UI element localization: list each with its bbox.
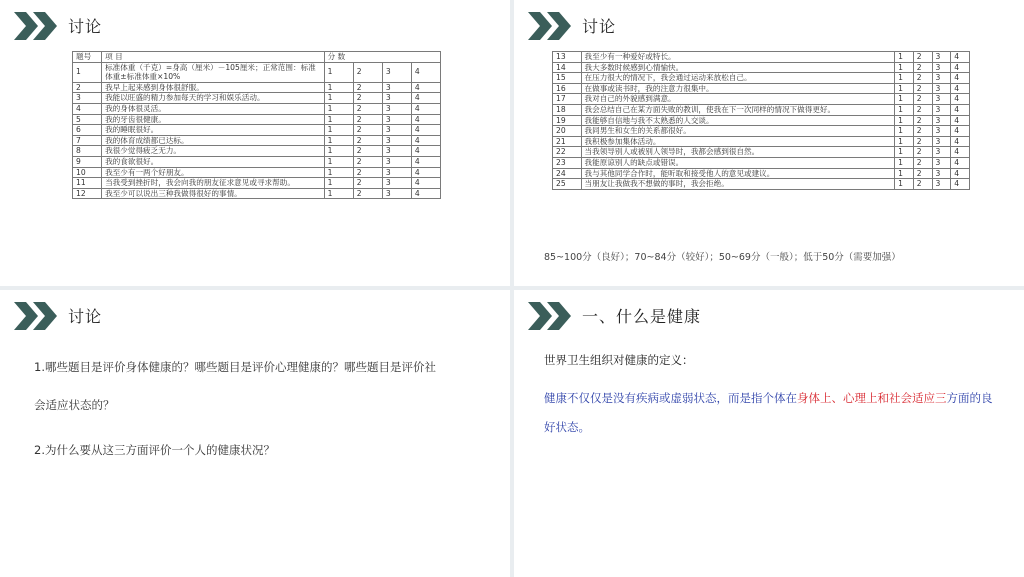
question-1-line-1: 1.哪些题目是评价身体健康的？哪些题目是评价心理健康的？哪些题目是评价社 [34, 360, 436, 374]
question-number: 6 [73, 125, 102, 136]
question-item: 标准体重（千克）=身高（厘米）－105厘米；正常范围：标准体重±标准体重×10% [102, 62, 325, 82]
score-option: 2 [913, 94, 932, 105]
score-option: 4 [951, 147, 970, 158]
score-option: 4 [411, 93, 440, 104]
question-number: 1 [73, 62, 102, 82]
score-option: 2 [913, 168, 932, 179]
score-option: 1 [895, 73, 914, 84]
question-number: 23 [553, 157, 582, 168]
question-item: 我的身体很灵活。 [102, 103, 325, 114]
score-option: 3 [932, 136, 951, 147]
score-option: 2 [353, 82, 382, 93]
table-header-cell: 题号 [73, 52, 102, 63]
question-item: 当我领导别人或被别人领导时，我都会感到很自然。 [581, 147, 895, 158]
question-item: 我早上起来感到身体很舒服。 [102, 82, 325, 93]
question-number: 4 [73, 103, 102, 114]
score-option: 2 [913, 115, 932, 126]
table-row [553, 94, 970, 105]
question-item: 我的体育成绩都已达标。 [102, 135, 325, 146]
question-number: 14 [553, 62, 582, 73]
score-option: 4 [951, 126, 970, 137]
score-option: 4 [951, 62, 970, 73]
score-option: 2 [913, 104, 932, 115]
score-option: 3 [382, 62, 411, 82]
question-number: 9 [73, 156, 102, 167]
table-row [73, 125, 441, 136]
score-option: 4 [411, 146, 440, 157]
score-option: 3 [932, 147, 951, 158]
table-header-row [73, 52, 441, 63]
question-item: 我能够自信地与我不太熟悉的人交谈。 [581, 115, 895, 126]
score-option: 3 [382, 167, 411, 178]
score-option: 3 [382, 103, 411, 114]
score-option: 4 [951, 179, 970, 190]
score-option: 2 [913, 136, 932, 147]
chevron-icon [14, 302, 60, 330]
table-row [73, 114, 441, 125]
questionnaire-table-2 [552, 51, 970, 190]
table-row [73, 167, 441, 178]
table-row [553, 104, 970, 115]
table-row [73, 135, 441, 146]
score-option: 1 [324, 156, 353, 167]
score-option: 3 [382, 125, 411, 136]
table-row [73, 93, 441, 104]
table-row [553, 126, 970, 137]
score-option: 2 [913, 157, 932, 168]
score-option: 3 [932, 126, 951, 137]
question-number: 16 [553, 83, 582, 94]
question-number: 25 [553, 179, 582, 190]
table-row [73, 62, 441, 82]
question-item: 我对自己的外貌感到满意。 [581, 94, 895, 105]
question-number: 8 [73, 146, 102, 157]
slide-title: 一、什么是健康 [582, 307, 702, 326]
score-option: 1 [895, 52, 914, 63]
score-option: 2 [353, 93, 382, 104]
score-option: 3 [932, 179, 951, 190]
score-scale-note: 85~100分（良好）；70~84分（较好）；50~69分（一般）；低于50分（需要加强） [544, 252, 901, 263]
table-row [73, 156, 441, 167]
table-row [73, 146, 441, 157]
score-option: 1 [895, 157, 914, 168]
score-option: 1 [895, 168, 914, 179]
question-number: 3 [73, 93, 102, 104]
question-item: 我积极参加集体活动。 [581, 136, 895, 147]
table-row [553, 73, 970, 84]
score-option: 1 [324, 93, 353, 104]
score-option: 3 [932, 104, 951, 115]
score-option: 2 [353, 178, 382, 189]
score-option: 3 [382, 188, 411, 199]
question-number: 13 [553, 52, 582, 63]
question-number: 5 [73, 114, 102, 125]
score-option: 4 [951, 168, 970, 179]
score-option: 2 [353, 125, 382, 136]
question-item: 在压力很大的情况下，我会通过运动来放松自己。 [581, 73, 895, 84]
table-row [73, 103, 441, 114]
score-option: 2 [353, 62, 382, 82]
table-row [553, 52, 970, 63]
score-option: 1 [324, 125, 353, 136]
score-option: 1 [324, 82, 353, 93]
score-option: 2 [913, 62, 932, 73]
score-option: 2 [913, 147, 932, 158]
question-item: 我的睡眠很好。 [102, 125, 325, 136]
score-option: 3 [382, 114, 411, 125]
score-option: 4 [951, 94, 970, 105]
question-1-line-2: 会适应状态的？ [34, 398, 115, 412]
slide-3 [0, 290, 510, 577]
question-item: 我很少觉得疲乏无力。 [102, 146, 325, 157]
question-item: 我至少可以说出三种我做得很好的事情。 [102, 188, 325, 199]
score-option: 4 [411, 62, 440, 82]
question-item: 我能以旺盛的精力参加每天的学习和娱乐活动。 [102, 93, 325, 104]
score-option: 2 [353, 167, 382, 178]
chevron-icon [528, 302, 574, 330]
question-item: 当朋友让我做我不想做的事时，我会拒绝。 [581, 179, 895, 190]
table-header-cell: 分 数 [324, 52, 440, 63]
question-item: 在做事或读书时，我的注意力很集中。 [581, 83, 895, 94]
score-option: 3 [382, 156, 411, 167]
score-option: 2 [913, 179, 932, 190]
score-option: 1 [324, 103, 353, 114]
score-option: 2 [353, 103, 382, 114]
table-row [553, 115, 970, 126]
score-option: 3 [382, 178, 411, 189]
score-option: 4 [411, 135, 440, 146]
score-option: 4 [411, 114, 440, 125]
slide-title: 讨论 [68, 17, 103, 36]
question-item: 我的牙齿很健康。 [102, 114, 325, 125]
score-option: 4 [951, 104, 970, 115]
question-item: 当我受到挫折时，我会向我的朋友征求意见或寻求帮助。 [102, 178, 325, 189]
question-number: 20 [553, 126, 582, 137]
score-option: 1 [324, 146, 353, 157]
table-row [553, 62, 970, 73]
table-row [73, 82, 441, 93]
score-option: 3 [932, 83, 951, 94]
question-number: 24 [553, 168, 582, 179]
table-row [553, 179, 970, 190]
definition-text: 方面的良好状态 [544, 391, 993, 434]
score-option: 4 [411, 82, 440, 93]
question-number: 22 [553, 147, 582, 158]
question-item: 我至少有一种爱好或特长。 [581, 52, 895, 63]
score-option: 4 [411, 167, 440, 178]
health-definition [544, 384, 994, 442]
score-option: 2 [913, 73, 932, 84]
score-option: 4 [411, 103, 440, 114]
definition-text: 健康不仅仅是没有疾病或虚弱状态，而是指个体在 [544, 391, 797, 405]
chevron-icon [14, 12, 60, 40]
question-number: 15 [553, 73, 582, 84]
score-option: 1 [895, 126, 914, 137]
score-option: 1 [895, 179, 914, 190]
score-option: 2 [353, 135, 382, 146]
table-header-cell: 项 目 [102, 52, 325, 63]
who-definition-intro: 世界卫生组织对健康的定义： [544, 353, 694, 367]
score-option: 3 [932, 73, 951, 84]
question-item: 我能原谅别人的缺点或错误。 [581, 157, 895, 168]
score-option: 4 [951, 115, 970, 126]
question-item: 我同男生和女生的关系都很好。 [581, 126, 895, 137]
score-option: 3 [932, 157, 951, 168]
question-item: 我与其他同学合作时，能听取和接受他人的意见或建议。 [581, 168, 895, 179]
table-row [553, 136, 970, 147]
score-option: 1 [895, 136, 914, 147]
score-option: 2 [353, 156, 382, 167]
score-option: 3 [382, 82, 411, 93]
score-option: 4 [951, 136, 970, 147]
score-option: 4 [411, 156, 440, 167]
table-row [553, 147, 970, 158]
score-option: 2 [913, 52, 932, 63]
score-option: 4 [951, 83, 970, 94]
score-option: 1 [324, 114, 353, 125]
score-option: 4 [951, 52, 970, 63]
score-option: 1 [324, 135, 353, 146]
table-row [553, 83, 970, 94]
score-option: 1 [324, 167, 353, 178]
score-option: 3 [932, 115, 951, 126]
score-option: 3 [932, 62, 951, 73]
score-option: 2 [353, 146, 382, 157]
score-option: 4 [951, 73, 970, 84]
table-row [73, 188, 441, 199]
score-option: 2 [353, 188, 382, 199]
score-option: 1 [895, 62, 914, 73]
question-number: 7 [73, 135, 102, 146]
score-option: 1 [895, 147, 914, 158]
score-option: 1 [324, 62, 353, 82]
table-row [73, 178, 441, 189]
score-option: 3 [932, 94, 951, 105]
question-number: 18 [553, 104, 582, 115]
score-option: 1 [895, 94, 914, 105]
score-option: 4 [951, 157, 970, 168]
question-number: 17 [553, 94, 582, 105]
question-number: 10 [73, 167, 102, 178]
score-option: 2 [913, 126, 932, 137]
question-number: 19 [553, 115, 582, 126]
score-option: 3 [382, 93, 411, 104]
score-option: 1 [895, 104, 914, 115]
question-item: 我大多数时候感到心情愉快。 [581, 62, 895, 73]
score-option: 3 [382, 135, 411, 146]
score-option: 3 [932, 168, 951, 179]
score-option: 1 [895, 83, 914, 94]
question-item: 我至少有一两个好朋友。 [102, 167, 325, 178]
question-number: 2 [73, 82, 102, 93]
score-option: 4 [411, 125, 440, 136]
slide-title: 讨论 [68, 307, 103, 326]
score-option: 3 [932, 52, 951, 63]
score-option: 1 [324, 178, 353, 189]
score-option: 1 [324, 188, 353, 199]
score-option: 4 [411, 188, 440, 199]
question-number: 21 [553, 136, 582, 147]
definition-highlight: 身体上、心理上和社会适应三 [797, 391, 947, 405]
question-item: 我会总结自己在某方面失败的教训，使我在下一次同样的情况下做得更好。 [581, 104, 895, 115]
slide-title: 讨论 [582, 17, 617, 36]
table-row [553, 157, 970, 168]
question-item: 我的食欲很好。 [102, 156, 325, 167]
table-row [553, 168, 970, 179]
slide-1 [0, 0, 510, 286]
score-option: 3 [382, 146, 411, 157]
score-option: 4 [411, 178, 440, 189]
score-option: 1 [895, 115, 914, 126]
score-option: 2 [353, 114, 382, 125]
score-option: 2 [913, 83, 932, 94]
questionnaire-table-1 [72, 51, 441, 199]
chevron-icon [528, 12, 574, 40]
question-number: 12 [73, 188, 102, 199]
definition-text: 。 [578, 420, 590, 434]
question-number: 11 [73, 178, 102, 189]
question-2: 2.为什么要从这三方面评价一个人的健康状况？ [34, 443, 275, 457]
